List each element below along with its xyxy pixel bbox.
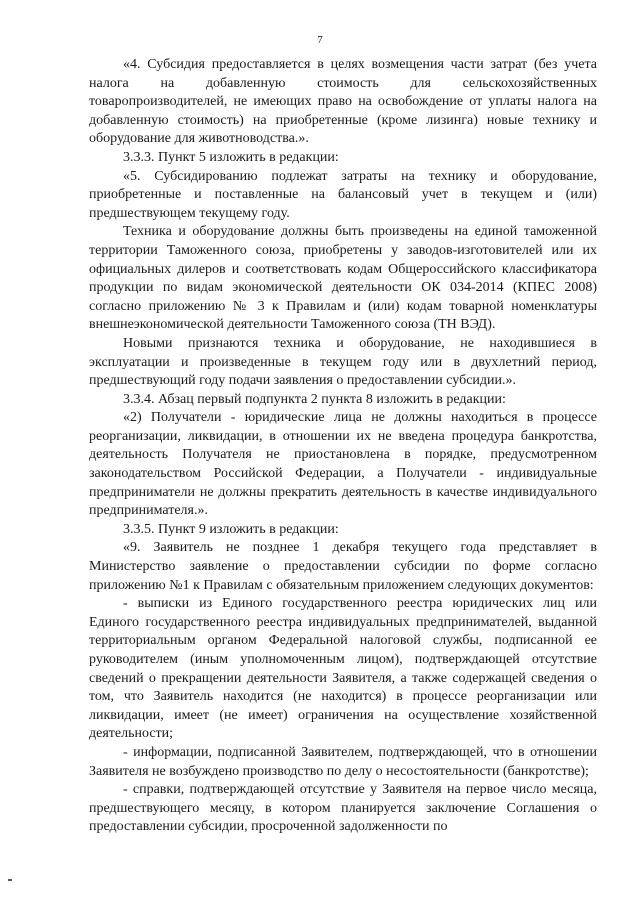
paragraph-amendment-3-3-5: 3.3.5. Пункт 9 изложить в редакции: xyxy=(123,521,339,537)
paragraph-list-item-certificate: - справки, подтверждающей отсутствие у Заявителя на первое число месяца, предшествующего месяцу, в котором планируется заключение Соглашения о предоставлении субсидии, просроченной задолженности по xyxy=(89,782,597,835)
paragraph-amendment-3-3-4: 3.3.4. Абзац первый подпункта 2 пункта 8 изложить в редакции: xyxy=(123,391,506,407)
paragraph-subsidy-4: «4. Субсидия предоставляется в целях возмещения части затрат (без учета налога на добавленную стоимость для сельскохозяйственных товаропроизводителей, не имеющих право на освобождение от уплаты налога на добавленную стоимость) на приобретенные (кроме лизинга) новые технику и оборудование для животноводства.». xyxy=(89,57,597,147)
paragraph-amendment-3-3-3: 3.3.3. Пункт 5 изложить в редакции: xyxy=(123,149,339,165)
paragraph-equipment-origin: Техника и оборудование должны быть произведены на единой таможенной территории Таможенного союза, приобретены у заводов-изготовителей или их официальных дилеров и соответствовать кодам Общероссийского классификатора продукции по видам экономической деятельности ОК 034-2014 (КПЕС 2008) согласно приложению № 3 к Правилам и (или) кодам товарной номенклатуры внешнеэкономической деятельности Таможенного союза (ТН ВЭД). xyxy=(89,224,597,333)
page-number: 7 xyxy=(317,34,323,46)
paragraph-list-item-registry: - выписки из Единого государственного реестра юридических лиц или Единого государственного реестра индивидуальных предпринимателей, выданной территориальным органом Федеральной налоговой службы, подписанной ее руководителем (иным уполномоченным лицом), подтверждающей отсутствие сведений о прекращении деятельности Заявителя, а также содержащей сведения о том, что Заявитель находится (не находится) в процессе реорганизации или ликвидации, имеет (не имеет) ограничения на осуществление хозяйственной деятельности; xyxy=(89,596,597,742)
paragraph-new-equipment: Новыми признаются техника и оборудование, не находившиеся в эксплуатации и произведенные в текущем году или в двухлетний период, предшествующий году подачи заявления о предоставлении субсидии.». xyxy=(89,335,597,389)
paragraph-subsidy-5: «5. Субсидированию подлежат затраты на технику и оборудование, приобретенные и поставленные на балансовый учет в текущем и (или) предшествующем текущему году. xyxy=(89,168,597,221)
scan-margin-mark xyxy=(8,879,12,881)
paragraph-list-item-bankruptcy: - информации, подписанной Заявителем, подтверждающей, что в отношении Заявителя не возбуждено производство по делу о несостоятельности (банкротстве); xyxy=(89,744,597,779)
document-body xyxy=(89,56,597,837)
paragraph-application-9: «9. Заявитель не позднее 1 декабря текущего года представляет в Министерство заявление о предоставлении субсидии по форме согласно приложению №1 к Правилам с обязательным приложением следующих документов: xyxy=(89,540,597,593)
paragraph-recipients-2: «2) Получатели - юридические лица не должны находиться в процессе реорганизации, ликвидации, в отношении их не введена процедура банкротства, деятельность Получателя не приостановлена в порядке, предусмотренном законодательством Российской Федерации, а Получатели - индивидуальные предприниматели не должны прекратить деятельность в качестве индивидуального предпринимателя.». xyxy=(89,410,597,519)
